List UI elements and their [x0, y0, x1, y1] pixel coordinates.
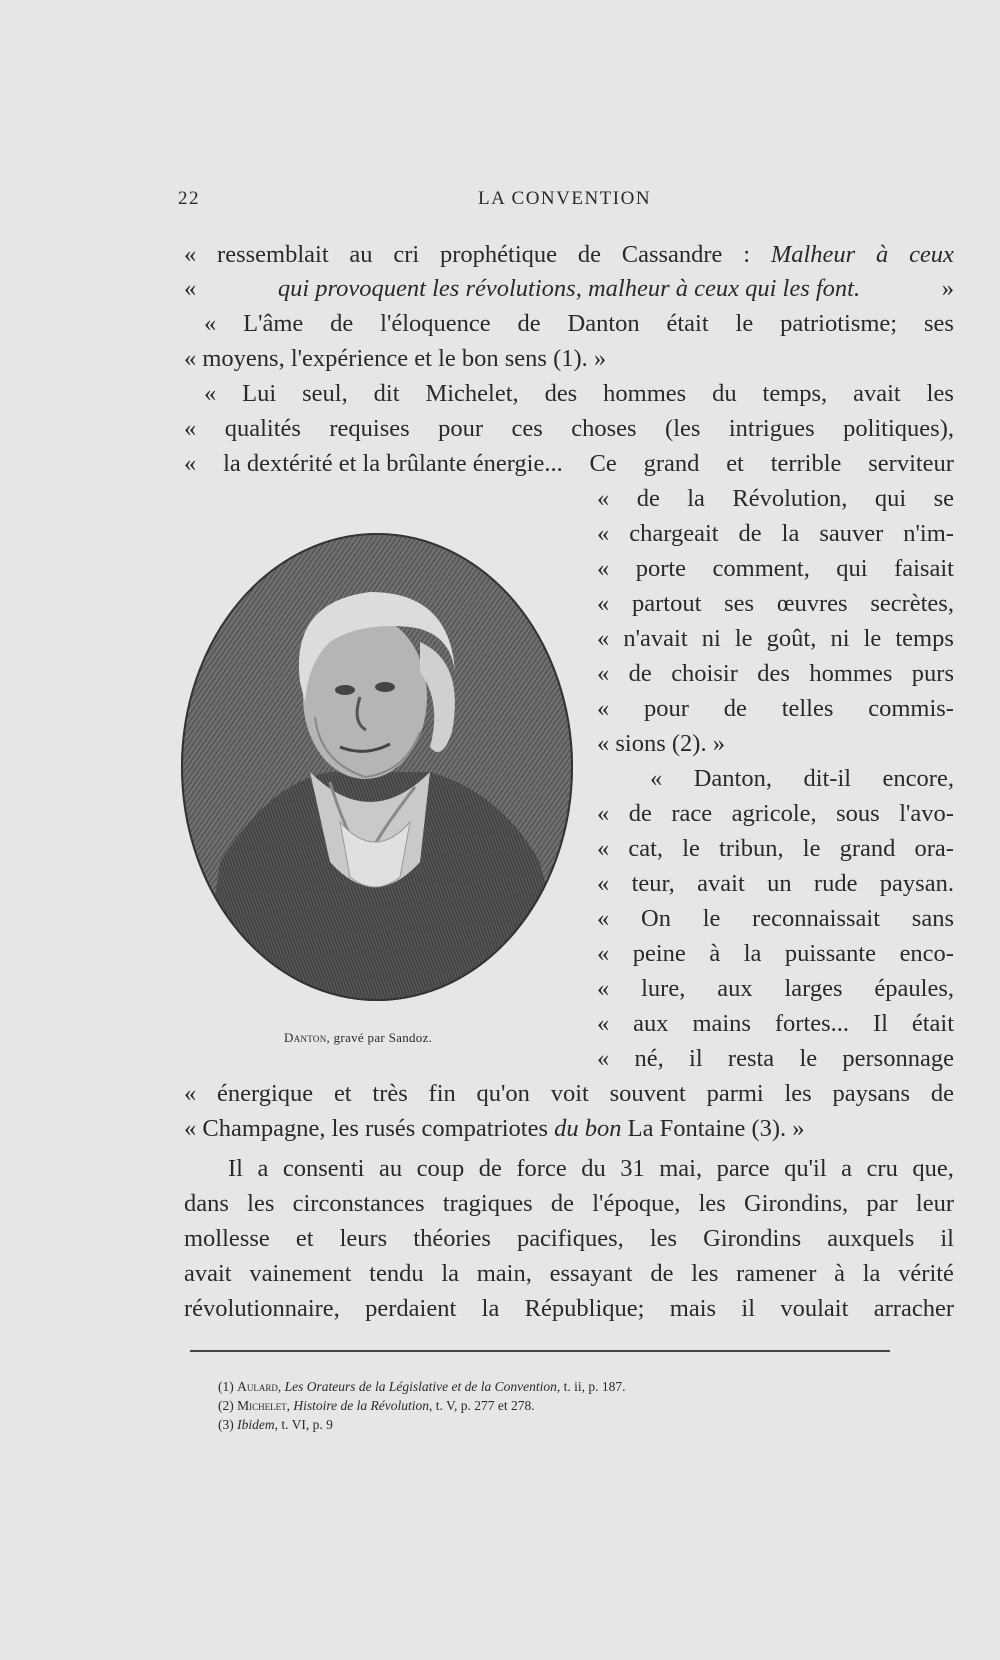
- text-line-r12: [597, 869, 954, 899]
- word: paysan.: [879, 870, 954, 897]
- word: à: [876, 241, 889, 268]
- word: la: [441, 1260, 459, 1287]
- footnote-author: Aulard: [237, 1379, 278, 1394]
- word: ora-: [914, 835, 954, 862]
- word: épaules,: [874, 975, 954, 1002]
- word: «: [597, 835, 610, 862]
- word: lure,: [641, 975, 686, 1002]
- word: aux: [633, 1010, 669, 1037]
- word: Révolution,: [732, 485, 848, 512]
- word: qualités: [224, 415, 301, 442]
- word: choisir: [671, 660, 738, 687]
- footnote-number: (3): [218, 1417, 234, 1432]
- word: chargeait: [629, 520, 719, 547]
- word: pour: [438, 415, 484, 442]
- footnote-title: Les Orateurs de la Législative et de la Convention: [284, 1379, 557, 1394]
- word: «: [184, 241, 197, 268]
- word: dit-il: [803, 765, 852, 792]
- word: la: [687, 485, 705, 512]
- text-line-r16: [597, 1009, 954, 1039]
- word: «: [184, 275, 197, 302]
- word: «: [184, 415, 197, 442]
- word: avait: [853, 380, 901, 407]
- word: les: [649, 1225, 678, 1252]
- text-line-r5: [597, 624, 954, 654]
- word: à: [834, 1260, 845, 1287]
- word: hommes: [809, 660, 893, 687]
- word: énergique: [217, 1080, 314, 1107]
- danton-portrait-engraving: [180, 532, 574, 1002]
- word: porte: [635, 555, 687, 582]
- word: mai,: [659, 1155, 703, 1182]
- word: de: [577, 241, 601, 268]
- text-line-r17: [597, 1044, 954, 1074]
- word: ses: [724, 590, 755, 617]
- word: :: [743, 241, 751, 268]
- word: teur,: [631, 870, 675, 897]
- footnote-number: (2): [218, 1398, 234, 1413]
- footnote-title: Histoire de la Révolution: [293, 1398, 429, 1413]
- word: larges: [784, 975, 843, 1002]
- word: encore,: [882, 765, 954, 792]
- word: et: [295, 1225, 314, 1252]
- text-line-p1: [228, 1154, 954, 1184]
- text-line-p5: [184, 1294, 954, 1324]
- word: par: [866, 1190, 898, 1217]
- figure-caption: [284, 1030, 432, 1046]
- word: et: [333, 1080, 352, 1107]
- word: «: [184, 1080, 197, 1107]
- word: reconnaissait: [752, 905, 881, 932]
- word: sans: [911, 905, 954, 932]
- text-line-r1: [597, 484, 954, 514]
- word: de: [517, 310, 541, 337]
- word: la dextérité et la brûlante énergie...: [223, 450, 563, 477]
- word: essayant: [549, 1260, 633, 1287]
- word: ni: [830, 625, 850, 652]
- word: de: [723, 695, 747, 722]
- word: de: [738, 520, 762, 547]
- footnote-ref: , t. VI, p. 9: [274, 1417, 333, 1432]
- footnote-1: (1) Aulard, Les Orateurs de la Législative et de la Convention, t. ii, p. 187.: [218, 1379, 626, 1394]
- word: était: [666, 310, 709, 337]
- word: Michelet,: [425, 380, 519, 407]
- word: la: [781, 520, 800, 547]
- word: «: [204, 380, 217, 407]
- word: «: [597, 905, 610, 932]
- word: parmi: [706, 1080, 764, 1107]
- word: souvent: [609, 1080, 686, 1107]
- word: il: [741, 1295, 756, 1322]
- word: tribun,: [719, 835, 784, 862]
- word: goût,: [766, 625, 817, 652]
- text-line-r6: [597, 659, 954, 689]
- word: L'âme: [243, 310, 304, 337]
- word: (les: [665, 415, 701, 442]
- word: «: [597, 975, 610, 1002]
- text-line-r9: [650, 764, 954, 794]
- word: l'époque,: [592, 1190, 681, 1217]
- page-number: 22: [178, 188, 200, 209]
- word: ses: [923, 310, 954, 337]
- word: cru: [866, 1155, 898, 1182]
- word: peine: [632, 940, 686, 967]
- word: qu'on: [476, 1080, 530, 1107]
- word: telles: [781, 695, 834, 722]
- word: requises: [329, 415, 410, 442]
- word: du: [712, 380, 737, 407]
- word: Cassandre: [621, 241, 723, 268]
- text-line-r3: [597, 554, 954, 584]
- text-line-p4: [184, 1259, 954, 1289]
- text-line-r10: [597, 799, 954, 829]
- word: le: [702, 905, 721, 932]
- word: les: [926, 380, 954, 407]
- word: «: [597, 660, 610, 687]
- word: de: [478, 1155, 502, 1182]
- word: leurs: [339, 1225, 388, 1252]
- word: un: [767, 870, 792, 897]
- word: puissante: [784, 940, 877, 967]
- word: «: [597, 485, 610, 512]
- word: terrible: [770, 450, 842, 477]
- word: «: [650, 765, 663, 792]
- word: paysans: [832, 1080, 911, 1107]
- word: qui provoquent les révolutions, malheur à ceux qui les font.: [277, 275, 861, 302]
- word: de: [628, 800, 652, 827]
- word: perdaient: [365, 1295, 457, 1322]
- word: personnage: [842, 1045, 954, 1072]
- word: a: [841, 1155, 853, 1182]
- word: serviteur: [868, 450, 954, 477]
- page-header: [178, 188, 948, 214]
- word: agricole,: [731, 800, 817, 827]
- word: de: [330, 310, 354, 337]
- word: sous: [836, 800, 880, 827]
- italic-phrase: du bon: [554, 1115, 622, 1142]
- text-line-r15: [597, 974, 954, 1004]
- word: dit: [373, 380, 400, 407]
- word: qu'il: [784, 1155, 827, 1182]
- word: tendu: [369, 1260, 424, 1287]
- word: Girondins: [703, 1225, 802, 1252]
- word: du: [581, 1155, 606, 1182]
- word: de: [650, 1260, 674, 1287]
- word: de: [636, 485, 660, 512]
- word: «: [597, 800, 610, 827]
- word: Danton: [567, 310, 640, 337]
- text-line-l9: « Champagne, les rusés compatriotes du bon La Fontaine (3). »: [184, 1115, 805, 1142]
- text-line-p3: [184, 1224, 954, 1254]
- word: l'avo-: [899, 800, 954, 827]
- text-line-r13: [597, 904, 954, 934]
- footnote-ref: , t. ii, p. 187.: [556, 1379, 626, 1394]
- word: cri: [393, 241, 420, 268]
- word: il: [940, 1225, 954, 1252]
- word: qui: [836, 555, 868, 582]
- word: patriotisme;: [780, 310, 898, 337]
- word: grand: [839, 835, 896, 862]
- text-line-l1: [184, 240, 954, 270]
- word: des: [757, 660, 790, 687]
- word: les: [691, 1260, 719, 1287]
- text-line-r8: « sions (2). »: [597, 730, 725, 757]
- word: Il: [228, 1155, 243, 1182]
- footnote-ref: , t. V, p. 277 et 278.: [428, 1398, 535, 1413]
- word: «: [597, 590, 610, 617]
- word: Malheur: [770, 241, 856, 268]
- text-line-r2: [597, 519, 954, 549]
- word: Girondins,: [744, 1190, 849, 1217]
- text-line-l4: « moyens, l'expérience et le bon sens (1). »: [184, 345, 607, 372]
- word: Lui: [242, 380, 277, 407]
- text-line-r14: [597, 939, 954, 969]
- word: les: [698, 1190, 726, 1217]
- word: sauver: [819, 520, 884, 547]
- word: «: [204, 310, 217, 337]
- word: coup: [416, 1155, 465, 1182]
- word: au: [349, 241, 373, 268]
- word: ressemblait: [217, 241, 329, 268]
- word: la: [862, 1260, 881, 1287]
- word: voulait: [780, 1295, 849, 1322]
- word: République;: [524, 1295, 645, 1322]
- word: pour: [644, 695, 689, 722]
- word: Ce: [589, 450, 617, 477]
- word: purs: [911, 660, 954, 687]
- word: né,: [634, 1045, 664, 1072]
- word: rude: [813, 870, 858, 897]
- text-line-l5: [204, 379, 954, 409]
- caption-name: Danton: [284, 1030, 327, 1045]
- word: «: [597, 695, 610, 722]
- word: cat,: [628, 835, 664, 862]
- text-line-l7: [184, 449, 954, 479]
- word: parce: [716, 1155, 770, 1182]
- word: fin: [428, 1080, 456, 1107]
- word: avait: [697, 870, 745, 897]
- text-line-l2: [184, 274, 954, 304]
- word: de: [628, 660, 652, 687]
- word: ni: [701, 625, 721, 652]
- word: race: [671, 800, 713, 827]
- word: enco-: [899, 940, 954, 967]
- footnote-title: Ibidem: [237, 1417, 275, 1432]
- word: n'avait: [623, 625, 688, 652]
- word: «: [597, 940, 610, 967]
- word: les: [784, 1080, 812, 1107]
- word: resta: [727, 1045, 775, 1072]
- word: On: [641, 905, 671, 932]
- word: œuvres: [776, 590, 848, 617]
- word: «: [597, 520, 610, 547]
- footnote-author: Michelet: [237, 1398, 287, 1413]
- running-title: LA CONVENTION: [478, 188, 652, 209]
- footnote-2: (2) Michelet, Histoire de la Révolution, t. V, p. 277 et 278.: [218, 1398, 535, 1413]
- word: grand: [643, 450, 700, 477]
- word: le: [682, 835, 700, 862]
- word: auxquels: [827, 1225, 915, 1252]
- word: «: [597, 1045, 610, 1072]
- word: le: [863, 625, 882, 652]
- word: Danton,: [693, 765, 772, 792]
- word: temps,: [762, 380, 828, 407]
- word: politiques),: [843, 415, 954, 442]
- word: avait: [184, 1260, 232, 1287]
- word: «: [597, 1010, 610, 1037]
- word: le: [799, 1045, 818, 1072]
- text-line-l8: [184, 1079, 954, 1109]
- word: 31: [620, 1155, 645, 1182]
- word: «: [184, 450, 197, 477]
- word: main,: [476, 1260, 532, 1287]
- word: faisait: [894, 555, 954, 582]
- word: et: [726, 450, 744, 477]
- word: «: [597, 555, 610, 582]
- word: révolutionnaire,: [184, 1295, 340, 1322]
- word: hommes: [603, 380, 687, 407]
- word: de: [550, 1190, 574, 1217]
- word: mollesse: [184, 1225, 270, 1252]
- word: que,: [912, 1155, 954, 1182]
- word: fortes...: [774, 1010, 850, 1037]
- text-line-r7: [597, 694, 954, 724]
- word: la: [743, 940, 762, 967]
- word: ces: [511, 415, 543, 442]
- word: était: [911, 1010, 954, 1037]
- word: n'im-: [903, 520, 954, 547]
- text-line-l6: [184, 414, 954, 444]
- footnote-3: [218, 1416, 333, 1434]
- word: choses: [571, 415, 637, 442]
- footnote-number: (1): [218, 1379, 234, 1394]
- footnote-rule: [190, 1350, 890, 1352]
- text-line-r4: [597, 589, 954, 619]
- word: aux: [717, 975, 753, 1002]
- word: l'éloquence: [380, 310, 491, 337]
- word: Il: [872, 1010, 888, 1037]
- word: temps: [895, 625, 954, 652]
- word: consenti: [282, 1155, 365, 1182]
- word: »: [941, 275, 954, 302]
- word: dans: [184, 1190, 229, 1217]
- word: commis-: [868, 695, 954, 722]
- word: il: [689, 1045, 703, 1072]
- word: le: [735, 310, 754, 337]
- word: circonstances: [292, 1190, 425, 1217]
- word: «: [597, 625, 610, 652]
- word: les: [247, 1190, 275, 1217]
- word: a: [257, 1155, 269, 1182]
- word: comment,: [712, 555, 810, 582]
- word: de: [930, 1080, 954, 1107]
- word: vainement: [249, 1260, 352, 1287]
- word: voit: [550, 1080, 589, 1107]
- word: au: [379, 1155, 403, 1182]
- word: pacifiques,: [516, 1225, 624, 1252]
- text-line-r11: [597, 834, 954, 864]
- text-line-l3: [204, 309, 954, 339]
- word: mais: [669, 1295, 717, 1322]
- word: se: [933, 485, 954, 512]
- word: théories: [413, 1225, 491, 1252]
- caption-rest: , gravé par Sandoz.: [326, 1030, 433, 1045]
- word: leur: [915, 1190, 954, 1217]
- word: ramener: [736, 1260, 817, 1287]
- word: intrigues: [728, 415, 815, 442]
- word: seul,: [302, 380, 348, 407]
- word: la: [481, 1295, 500, 1322]
- word: des: [544, 380, 578, 407]
- word: partout: [631, 590, 702, 617]
- word: vérité: [898, 1260, 954, 1287]
- word: force: [516, 1155, 567, 1182]
- word: arracher: [873, 1295, 954, 1322]
- word: mains: [692, 1010, 751, 1037]
- word: tragiques: [442, 1190, 533, 1217]
- word: très: [372, 1080, 408, 1107]
- word: qui: [874, 485, 907, 512]
- word: secrètes,: [870, 590, 954, 617]
- word: le: [734, 625, 753, 652]
- text-line-p2: [184, 1189, 954, 1219]
- word: prophétique: [439, 241, 558, 268]
- word: le: [802, 835, 821, 862]
- word: ceux: [909, 241, 954, 268]
- word: «: [597, 870, 610, 897]
- word: à: [709, 940, 721, 967]
